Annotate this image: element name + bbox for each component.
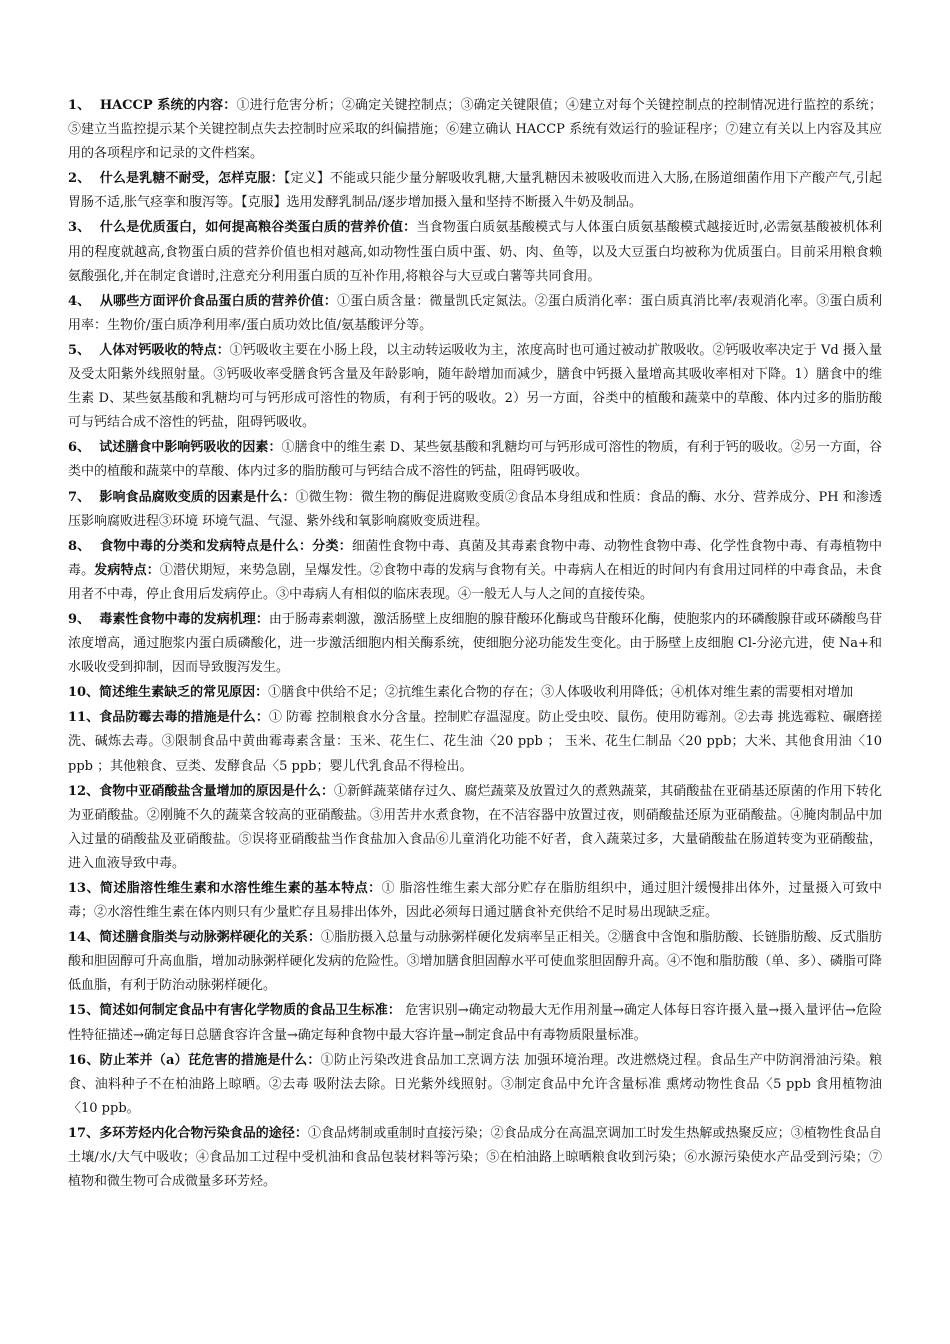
item-number: 6、: [68, 440, 100, 456]
item-answer: 由于肠毒素刺激，激活肠壁上皮细胞的腺苷酸环化酶或鸟苷酸环化酶，使胞浆内的环磷酸腺苷或环磷酸鸟苷浓度增高，通过胞浆内蛋白质磷酸化，进一步激活细胞内相关酶系统，使细胞分泌功能发生变化。由于肠壁上皮细胞 Cl-分泌亢进，使 Na+和水吸收受到抑制，因而导致腹泻发生。: [68, 611, 882, 676]
qa-item-2: [68, 167, 882, 215]
qa-item-6: [68, 436, 882, 484]
qa-item-3: [68, 216, 882, 288]
item-number: 15、: [68, 1003, 100, 1019]
item-number: 3、: [68, 220, 100, 236]
item-question: 食品防霉去毒的措施是什么：: [99, 710, 269, 726]
item-number: 13、: [68, 881, 100, 896]
qa-item-10: [68, 681, 882, 705]
item-number: 10、: [68, 685, 100, 701]
item-answer: 当食物蛋白质氨基酸模式与人体蛋白质氨基酸模式越接近时,必需氨基酸被机体利用的程度就越高,食物蛋白质的营养价值也相对越高,如动物性蛋白质中蛋、奶、肉、鱼等，以及大豆蛋白均被称为优质蛋白。目前采用粮食赖氨酸强化,并在制定食谱时,注意充分利用蛋白质的互补作用,将粮谷与大豆或白薯等共同食用。: [68, 220, 882, 284]
item-number: 14、: [68, 930, 100, 946]
item-question: HACCP 系统的内容：: [99, 98, 237, 113]
item-answer: ①新鲜蔬菜储存过久、腐烂蔬菜及放置过久的煮熟蔬菜，其硝酸盐在亚硝基还原菌的作用下转化为亚硝酸盐。②刚腌不久的蔬菜含较高的亚硝酸盐。③用苦井水煮食物，在不洁容器中放置过夜，则硝酸盐还原为亚硝酸盐。④腌肉制品中加入过量的硝酸盐及亚硝酸盐。⑤误将亚硝酸盐当作食盐加入食品⑥儿童消化功能不好者，食入蔬菜过多，大量硝酸盐在肠道转变为亚硝酸盐，进入血液导致中毒。: [68, 783, 882, 871]
item-number: 12、: [68, 783, 100, 799]
item-question: 毒素性食物中毒的发病机理：: [99, 611, 269, 627]
item-answer: ①钙吸收主要在小肠上段，以主动转运吸收为主，浓度高时也可通过被动扩散吸收。②钙吸收率决定于 Vd 摄入量及受太阳紫外线照射量。③钙吸收率受膳食钙含量及年龄影响，随年龄增加而减少，膳食中钙摄入量增高其吸收率相对下降。1）膳食中的维生素 D、某些氨基酸和乳糖均可与钙形成可溶性的物质，有利于钙的吸收。2）另一方面，谷类中的植酸和蔬菜中的草酸、体内过多的脂肪酸可与钙结合成不溶性的钙盐，阻碍钙吸收。: [68, 342, 882, 431]
item-answer: ①膳食中供给不足；②抗维生素化合物的存在；③人体吸收利用降低；④机体对维生素的需要相对增加: [268, 685, 854, 701]
item-question: 简述如何制定食品中有害化学物质的食品卫生标准：: [99, 1003, 401, 1019]
item-question: 食物中毒的分类和发病特点是什么：分类：: [100, 538, 352, 554]
item-answer: 危害识别→确定动物最大无作用剂量→确定人体每日容许摄入量→摄入量评估→危险性特征描述→确定每日总膳食容许含量→确定每种食物中最大容许量→制定食品中有毒物质限量标准。: [68, 1003, 882, 1043]
item-number: 4、: [68, 293, 100, 309]
qa-item-7: [68, 486, 882, 534]
item-number: 11、: [68, 710, 100, 726]
item-answer: ①防止污染改进食品加工烹调方法 加强环境治理。改进燃烧过程。食品生产中防润滑油污染。粮食、油料种子不在柏油路上晾晒。②去毒 吸附法去除。日光紫外线照射。③制定食品中允许含量标准 熏烤动物性食品〈5 ppb 食用植物油 〈10 ppb。: [68, 1052, 883, 1116]
item-answer: ① 防霉 控制粮食水分含量。控制贮存温湿度。防止受虫咬、鼠伤。使用防霉剂。②去毒 挑选霉粒、碾磨搓洗、碱炼去毒。③限制食品中黄曲霉毒素含量：玉米、花生仁、花生油〈20 ppb ； 玉米、花生仁制品〈20 ppb；大米、其他食用油〈10 ppb ；其他粮食、豆类、发酵食品〈5 ppb；婴儿代乳食品不得检出。: [68, 710, 882, 774]
qa-item-8: [68, 535, 882, 607]
item-question: 食物中亚硝酸盐含量增加的原因是什么：: [99, 783, 335, 799]
item-answer-part2: ①潜伏期短，来势急剧，呈爆发性。②食物中毒的发病与食物有关。中毒病人在相近的时间内有食用过同样的中毒食品，未食用者不中毒，停止食用后发病停止。③中毒病人有相似的临床表现。④一般无人与人之间的直接传染。: [68, 562, 882, 602]
item-answer: ①食品烤制或重制时直接污染；②食品成分在高温烹调加工时发生热解或热聚反应；③植物性食品自土壤/水/大气中吸收；④食品加工过程中受机油和食品包装材料等污染；⑤在柏油路上晾晒粮食收到污染；⑥水源污染使水产品受到污染；⑦植物和微生物可合成微量多环芳烃。: [68, 1125, 882, 1190]
item-number: 2、: [68, 171, 100, 187]
item-question: 什么是乳糖不耐受，怎样克服：: [99, 171, 284, 187]
item-answer: ① 脂溶性维生素大部分贮存在脂肪组织中，通过胆汁缓慢排出体外，过量摄入可致中毒；②水溶性维生素在体内则只有少量贮存且易排出体外，因此必须每日通过膳食补充供给不足时易出现缺乏症。: [68, 881, 882, 921]
item-question: 简述脂溶性维生素和水溶性维生素的基本特点：: [99, 881, 382, 896]
qa-item-16: [68, 1049, 882, 1121]
item-number: 9、: [68, 611, 100, 627]
item-question: 人体对钙吸收的特点：: [99, 342, 230, 358]
item-answer: ①进行危害分析；②确定关键控制点；③确定关键限值；④建立对每个关键控制点的控制情况进行监控的系统；⑤建立当监控提示某个关键控制点失去控制时应采取的纠偏措施；⑥建立确认 HACCP 系统有效运行的验证程序；⑦建立有关以上内容及其应用的各项程序和记录的文件档案。: [68, 98, 882, 162]
item-question: 简述维生素缺乏的常见原因：: [99, 685, 269, 701]
item-question: 简述膳食脂类与动脉粥样硬化的关系：: [99, 930, 321, 946]
qa-item-11: [68, 706, 882, 778]
qa-item-14: [68, 926, 882, 998]
qa-item-13: [68, 877, 882, 925]
qa-item-17: [68, 1122, 882, 1194]
item-answer: ①膳食中的维生素 D、某些氨基酸和乳糖均可与钙形成可溶性的物质，有利于钙的吸收。②另一方面，谷类中的植酸和蔬菜中的草酸、体内过多的脂肪酸可与钙结合成不溶性的钙盐，阻碍钙吸收。: [68, 440, 882, 480]
item-number: 5、: [68, 342, 100, 358]
qa-item-15: [68, 999, 882, 1047]
item-number: 8、: [68, 538, 101, 554]
item-subheading: 发病特点：: [94, 562, 160, 578]
item-question: 试述膳食中影响钙吸收的因素：: [99, 440, 282, 456]
item-answer: ①脂肪摄入总量与动脉粥样硬化发病率呈正相关。②膳食中含饱和脂肪酸、长链脂肪酸、反式脂肪酸和胆固醇可升高血脂，增加动脉粥样硬化发病的危险性。③增加膳食胆固醇水平可使血浆胆固醇升高。④不饱和脂肪酸（单、多）、磷脂可降低血脂，有利于防治动脉粥样硬化。: [68, 930, 882, 994]
item-answer: 细菌性食物中毒、真菌及其毒素食物中毒、动物性食物中毒、化学性食物中毒、有毒植物中毒。: [68, 538, 882, 578]
qa-item-1: [68, 94, 882, 166]
qa-item-9: [68, 608, 882, 680]
qa-item-12: [68, 780, 882, 876]
item-question: 多环芳烃内化合物污染食品的途径：: [99, 1125, 308, 1141]
item-question: 从哪些方面评价食品蛋白质的营养价值：: [99, 293, 338, 309]
item-question: 什么是优质蛋白，如何提高粮谷类蛋白质的营养价值：: [99, 220, 417, 236]
item-answer: ①微生物：微生物的酶促进腐败变质②食品本身组成和性质：食品的酶、水分、营养成分、PH 和渗透压影响腐败进程③环境 环境气温、气湿、紫外线和氧影响腐败变质进程。: [68, 489, 882, 529]
item-answer: 【定义】不能或只能少量分解吸收乳糖,大量乳糖因未被吸收而进入大肠,在肠道细菌作用下产酸产气,引起胃肠不适,胀气痉挛和腹泻等。【克服】选用发酵乳制品/逐步增加摄入量和坚持不断摄入牛奶及制品。: [68, 171, 882, 211]
item-question: 防止苯并（a）芘危害的措施是什么：: [99, 1052, 321, 1068]
qa-item-5: [68, 339, 882, 435]
item-answer: ①蛋白质含量：微量凯氏定氮法。②蛋白质消化率：蛋白质真消比率/表观消化率。③蛋白质利用率：生物价/蛋白质净利用率/蛋白质功效比值/氨基酸评分等。: [68, 293, 882, 333]
qa-item-4: [68, 290, 882, 338]
item-number: 17、: [68, 1125, 100, 1141]
item-number: 7、: [68, 489, 100, 505]
item-number: 16、: [68, 1052, 100, 1068]
item-number: 1、: [68, 98, 100, 113]
item-question: 影响食品腐败变质的因素是什么：: [99, 489, 296, 505]
